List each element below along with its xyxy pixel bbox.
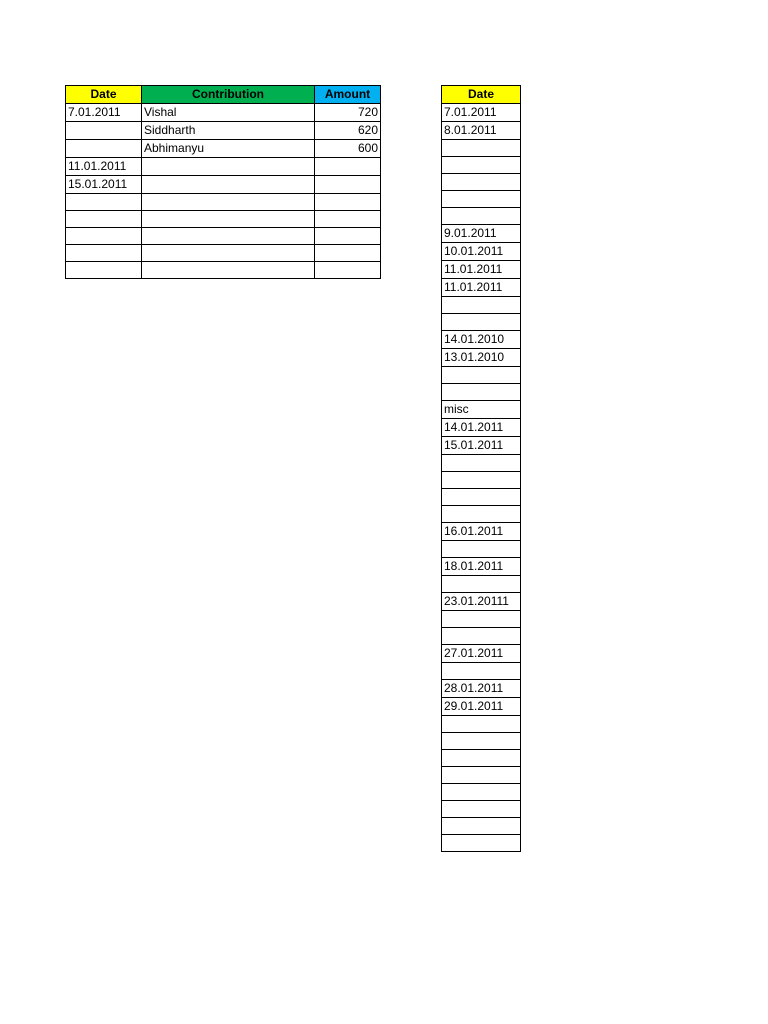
cell-date-log[interactable]: 27.01.2011 xyxy=(442,645,521,663)
table-row xyxy=(442,628,521,645)
cell-date-log[interactable]: 14.01.2011 xyxy=(442,419,521,437)
cell-date-log[interactable] xyxy=(442,818,521,835)
cell-amount[interactable] xyxy=(315,245,381,262)
table-row xyxy=(442,314,521,331)
cell-contribution[interactable]: Vishal xyxy=(142,104,315,122)
header-amount: Amount xyxy=(315,86,381,104)
table-row xyxy=(66,194,381,211)
cell-amount[interactable] xyxy=(315,158,381,176)
table-row xyxy=(442,331,521,349)
table-row xyxy=(442,455,521,472)
table-row xyxy=(442,645,521,663)
cell-contribution[interactable] xyxy=(142,158,315,176)
cell-contribution[interactable] xyxy=(142,194,315,211)
cell-date-log[interactable]: 23.01.20111 xyxy=(442,593,521,611)
cell-date-log[interactable] xyxy=(442,140,521,157)
cell-date-log[interactable]: 11.01.2011 xyxy=(442,261,521,279)
table-row xyxy=(442,419,521,437)
table-row xyxy=(442,818,521,835)
date-log-table xyxy=(441,85,521,852)
table-row xyxy=(442,174,521,191)
cell-date-log[interactable] xyxy=(442,767,521,784)
table-row xyxy=(66,228,381,245)
cell-date-log[interactable] xyxy=(442,367,521,384)
cell-date-log[interactable] xyxy=(442,611,521,628)
table-row xyxy=(66,158,381,176)
table-row xyxy=(442,261,521,279)
table-row xyxy=(66,140,381,158)
cell-date-log[interactable] xyxy=(442,733,521,750)
table-row xyxy=(442,733,521,750)
table-row xyxy=(442,663,521,680)
cell-date-log[interactable] xyxy=(442,455,521,472)
table-row xyxy=(66,104,381,122)
table-row xyxy=(442,750,521,767)
cell-date-log[interactable] xyxy=(442,750,521,767)
cell-amount[interactable] xyxy=(315,211,381,228)
cell-date-log[interactable] xyxy=(442,472,521,489)
cell-date-log[interactable] xyxy=(442,835,521,852)
cell-date[interactable] xyxy=(66,194,142,211)
cell-date-log[interactable] xyxy=(442,208,521,225)
table-row xyxy=(442,297,521,314)
cell-contribution[interactable]: Siddharth xyxy=(142,122,315,140)
cell-date-log[interactable]: 9.01.2011 xyxy=(442,225,521,243)
table-row xyxy=(442,140,521,157)
cell-date-log[interactable] xyxy=(442,716,521,733)
table-row xyxy=(66,176,381,194)
cell-date[interactable] xyxy=(66,140,142,158)
table-row xyxy=(442,593,521,611)
table-row xyxy=(66,262,381,279)
table-row xyxy=(442,208,521,225)
table-row xyxy=(442,437,521,455)
cell-date[interactable]: 7.01.2011 xyxy=(66,104,142,122)
cell-contribution[interactable] xyxy=(142,262,315,279)
cell-date[interactable] xyxy=(66,262,142,279)
cell-date-log[interactable] xyxy=(442,191,521,208)
table-row xyxy=(442,680,521,698)
cell-date-log[interactable] xyxy=(442,314,521,331)
table-row xyxy=(66,245,381,262)
table-row xyxy=(442,472,521,489)
cell-date-log[interactable]: 11.01.2011 xyxy=(442,279,521,297)
table-row xyxy=(442,767,521,784)
cell-contribution[interactable] xyxy=(142,228,315,245)
cell-contribution[interactable] xyxy=(142,176,315,194)
contributions-table xyxy=(65,85,381,279)
header-date-log: Date xyxy=(442,86,521,104)
cell-date[interactable]: 15.01.2011 xyxy=(66,176,142,194)
header-contribution: Contribution xyxy=(142,86,315,104)
cell-contribution[interactable] xyxy=(142,211,315,228)
table-row xyxy=(442,558,521,576)
cell-date-log[interactable] xyxy=(442,157,521,174)
cell-date-log[interactable]: 10.01.2011 xyxy=(442,243,521,261)
cell-date-log[interactable] xyxy=(442,174,521,191)
table-row xyxy=(442,243,521,261)
cell-date-log[interactable]: misc xyxy=(442,401,521,419)
cell-date-log[interactable] xyxy=(442,384,521,401)
cell-date-log[interactable] xyxy=(442,506,521,523)
table-row xyxy=(442,716,521,733)
table-row xyxy=(442,349,521,367)
cell-date[interactable] xyxy=(66,122,142,140)
table-row xyxy=(442,835,521,852)
cell-date-log[interactable] xyxy=(442,801,521,818)
cell-date[interactable] xyxy=(66,211,142,228)
table-row xyxy=(442,104,521,122)
cell-date-log[interactable] xyxy=(442,489,521,506)
cell-contribution[interactable] xyxy=(142,245,315,262)
table-row xyxy=(442,225,521,243)
table-row xyxy=(442,367,521,384)
cell-date-log[interactable]: 16.01.2011 xyxy=(442,523,521,541)
table-row xyxy=(442,157,521,174)
header-date: Date xyxy=(66,86,142,104)
cell-date-log[interactable] xyxy=(442,628,521,645)
table-row xyxy=(442,122,521,140)
date-log-header-row xyxy=(442,86,521,104)
cell-date-log[interactable] xyxy=(442,297,521,314)
table-row xyxy=(442,401,521,419)
table-row xyxy=(442,801,521,818)
cell-date-log[interactable]: 18.01.2011 xyxy=(442,558,521,576)
table-row xyxy=(442,576,521,593)
cell-date-log[interactable]: 29.01.2011 xyxy=(442,698,521,716)
table-row xyxy=(442,384,521,401)
table-row xyxy=(442,541,521,558)
cell-amount[interactable] xyxy=(315,228,381,245)
cell-date-log[interactable] xyxy=(442,784,521,801)
cell-contribution[interactable]: Abhimanyu xyxy=(142,140,315,158)
cell-amount[interactable]: 600 xyxy=(315,140,381,158)
cell-amount[interactable]: 720 xyxy=(315,104,381,122)
table-row xyxy=(442,506,521,523)
cell-date-log[interactable]: 7.01.2011 xyxy=(442,104,521,122)
table-row xyxy=(442,523,521,541)
cell-date-log[interactable] xyxy=(442,663,521,680)
cell-amount[interactable] xyxy=(315,262,381,279)
cell-date[interactable] xyxy=(66,245,142,262)
contributions-header-row xyxy=(66,86,381,104)
cell-date-log[interactable]: 13.01.2010 xyxy=(442,349,521,367)
cell-date[interactable]: 11.01.2011 xyxy=(66,158,142,176)
cell-date-log[interactable]: 15.01.2011 xyxy=(442,437,521,455)
table-row xyxy=(442,489,521,506)
table-row xyxy=(66,122,381,140)
table-row xyxy=(442,784,521,801)
cell-date-log[interactable]: 14.01.2010 xyxy=(442,331,521,349)
cell-date-log[interactable] xyxy=(442,576,521,593)
cell-amount[interactable]: 620 xyxy=(315,122,381,140)
cell-amount[interactable] xyxy=(315,176,381,194)
table-row xyxy=(442,279,521,297)
cell-date-log[interactable]: 28.01.2011 xyxy=(442,680,521,698)
cell-date-log[interactable]: 8.01.2011 xyxy=(442,122,521,140)
cell-date[interactable] xyxy=(66,228,142,245)
table-row xyxy=(66,211,381,228)
cell-date-log[interactable] xyxy=(442,541,521,558)
table-row xyxy=(442,611,521,628)
cell-amount[interactable] xyxy=(315,194,381,211)
table-row xyxy=(442,698,521,716)
table-row xyxy=(442,191,521,208)
